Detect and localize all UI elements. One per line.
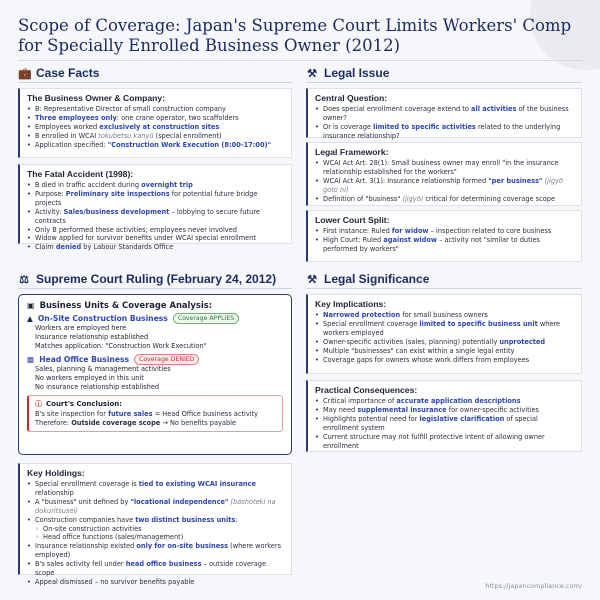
conclusion-heading: Court's Conclusion: [46, 400, 123, 409]
court-conclusion-box [27, 395, 283, 432]
list-item: • A "business" unit defined by "locational independence" (bashoteki na dokuritsusei) [27, 498, 284, 516]
footer-url[interactable]: https://japancompliance.com/ [485, 582, 582, 590]
scales-icon: ⚖ [19, 273, 29, 286]
implications-card [306, 294, 582, 374]
legal-issue-title: Legal Issue [324, 66, 390, 80]
list-item: Insurance relationship established [35, 332, 149, 341]
sub-list-item: ◦ On-site construction activities [27, 525, 284, 534]
page-title: Scope of Coverage: Japan's Supreme Court Limits Workers' Comp for Specially Enrolled Business Owner (2012) [18, 16, 572, 55]
list-item: • Construction companies have two distinct business units: [27, 516, 284, 525]
list-item: • Widow applied for survivor benefits under WCAI special enrollment [27, 234, 284, 243]
list-item: Workers are employed here [35, 324, 127, 332]
coverage-denied-badge: Coverage DENIED [134, 354, 199, 365]
office-icon: ▩ [27, 354, 35, 364]
accident-card [18, 164, 292, 252]
list-item: • B died in traffic accident during overnight trip [27, 181, 284, 190]
list-item: Sales, planning & management activities [35, 364, 171, 373]
warning-icon: ⓘ [35, 400, 42, 409]
list-item: No workers employed in this unit [35, 373, 144, 382]
list-item: • Claim denied by Labour Standards Office [27, 243, 284, 252]
gavel-icon: ⚒ [307, 273, 317, 286]
gavel-icon: ⚒ [307, 67, 317, 80]
head-office-unit-header [27, 354, 283, 365]
list-item: • WCAI Act Art. 3(1): Insurance relationship formed "per business" (jigyō goto ni) [315, 177, 574, 195]
list-item: • Multiple "businesses" can exist within a single legal entity [315, 347, 574, 356]
conclusion-line-2: Therefore: Outside coverage scope → No benefits payable [35, 419, 237, 428]
list-item: • Appeal dismissed – no survivor benefits payable [27, 578, 284, 587]
ruling-title: Supreme Court Ruling (February 24, 2012) [36, 272, 277, 286]
list-item: Matches application: "Construction Work Execution" [35, 341, 207, 350]
case-facts-header [18, 66, 99, 80]
list-item: • May need supplemental insurance for owner-specific activities [315, 406, 574, 415]
analysis-heading-row [27, 300, 283, 310]
onsite-label: On-Site Construction Business [37, 314, 168, 323]
framework-heading: Legal Framework: [315, 147, 389, 157]
owner-heading: The Business Owner & Company: [27, 93, 166, 103]
lower-court-card [306, 210, 582, 262]
crane-icon: ▲ [27, 314, 33, 323]
building-icon: ▣ [27, 300, 35, 310]
owner-card [18, 88, 292, 158]
coverage-applies-badge: Coverage APPLIES [173, 313, 239, 324]
list-item: • B enrolled in WCAI tokubetsu kanyū (special enrollment) [27, 132, 284, 141]
ruling-header [18, 272, 276, 286]
title-divider [18, 60, 582, 61]
list-item: • Critical importance of accurate application descriptions [315, 397, 574, 406]
onsite-unit-header [27, 313, 283, 324]
consequences-card [306, 380, 582, 452]
list-item: No insurance relationship established [35, 382, 160, 391]
list-item: • Owner-specific activities (sales, planning) potentially unprotected [315, 338, 574, 347]
list-item: • Or is coverage limited to specific activities related to the underlying insurance relationship? [315, 123, 574, 141]
consequences-heading: Practical Consequences: [315, 385, 418, 395]
accident-heading: The Fatal Accident (1998): [27, 169, 134, 179]
implications-heading: Key Implications: [315, 299, 387, 309]
key-holdings-card [18, 463, 292, 586]
holdings-heading: Key Holdings: [27, 468, 85, 478]
list-item: • Insurance relationship existed only for on-site business (where workers employed) [27, 542, 284, 560]
lower-heading: Lower Court Split: [315, 215, 390, 225]
list-item: • Does special enrollment coverage extend to all activities of the business owner? [315, 105, 574, 123]
legal-issue-header [306, 66, 389, 80]
list-item: • Three employees only: one crane operator, two scaffolders [27, 114, 284, 123]
list-item: • High Court: Ruled against widow – activity not "similar to duties performed by workers" [315, 236, 574, 254]
significance-rule [306, 288, 582, 289]
head-office-label: Head Office Business [39, 354, 130, 364]
list-item: • Application specified: "Construction Work Execution (8:00-17:00)" [27, 141, 284, 150]
framework-card [306, 142, 582, 206]
analysis-heading: Business Units & Coverage Analysis: [39, 300, 213, 310]
conclusion-heading-row [35, 399, 276, 409]
list-item: • WCAI Act Art. 28(1): Small business owner may enroll "in the insurance relationship established for the workers" [315, 159, 574, 177]
list-item: • Only B performed these activities; employees never involved [27, 226, 284, 235]
list-item: • Activity: Sales/business development – lobbying to secure future contracts [27, 208, 284, 226]
significance-title: Legal Significance [324, 272, 430, 286]
list-item: • Coverage gaps for owners whose work differs from employees [315, 356, 574, 365]
analysis-card [18, 294, 292, 455]
conclusion-line-1: B's site inspection for future sales = Head Office business activity [35, 410, 259, 419]
list-item: • Narrowed protection for small business owners [315, 311, 574, 320]
list-item: • Highlights potential need for legislative clarification of special enrollment system [315, 415, 574, 433]
central-question-card [306, 88, 582, 138]
list-item: • Special enrollment coverage is tied to existing WCAI insurance relationship [27, 480, 284, 498]
list-item: • Special enrollment coverage limited to specific business unit where workers employed [315, 320, 574, 338]
list-item: • B: Representative Director of small construction company [27, 105, 284, 114]
list-item: • First instance: Ruled for widow – inspection related to core business [315, 227, 574, 236]
list-item: • B's sales activity fell under head office business – outside coverage scope [27, 560, 284, 578]
list-item: • Current structure may not fulfill protective intent of allowing owner enrollment [315, 433, 574, 451]
sub-list-item: ◦ Head office functions (sales/management) [27, 533, 284, 542]
central-heading: Central Question: [315, 93, 388, 103]
case-facts-title: Case Facts [36, 66, 100, 80]
list-item: • Definition of "business" (jigyō) critical for determining coverage scope [315, 195, 574, 204]
briefcase-icon: 💼 [18, 67, 32, 80]
list-item: • Employees worked exclusively at construction sites [27, 123, 284, 132]
legal-issue-rule [306, 82, 582, 83]
list-item: • Purpose: Preliminary site inspections for potential future bridge projects [27, 190, 284, 208]
case-facts-rule [18, 82, 292, 83]
ruling-rule [18, 288, 292, 289]
significance-header [306, 272, 429, 286]
